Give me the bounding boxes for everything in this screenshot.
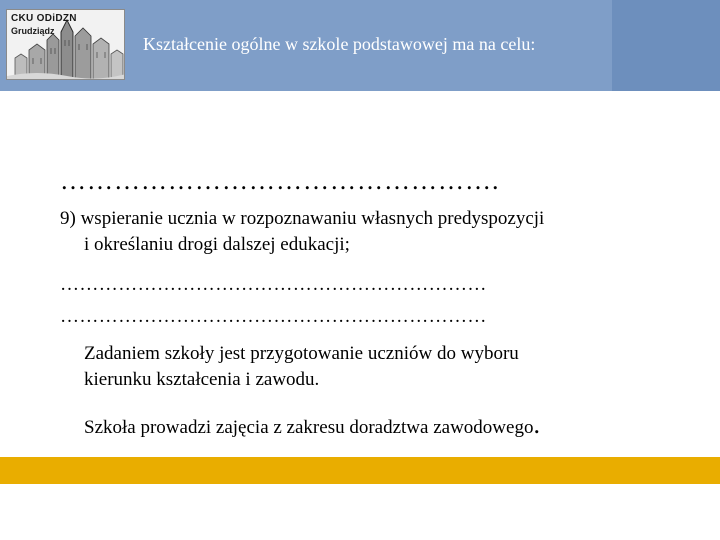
slide-title: Kształcenie ogólne w szkole podstawowej ma na celu: (143, 34, 536, 54)
footer-accent-band (0, 457, 720, 484)
item-9-line1: 9) wspieranie ucznia w rozpoznawaniu własnych predyspozycji (60, 208, 545, 229)
task-line1: Zadaniem szkoły jest przygotowanie uczniów do wyboru (84, 343, 519, 364)
school-line-period: . (533, 410, 540, 439)
item-9-line2: i określaniu drogi dalszej edukacji; (84, 234, 350, 255)
ellipsis-line-top: …………………………………………. (60, 166, 500, 195)
school-line (84, 412, 540, 441)
header-accent-block (612, 0, 720, 91)
cku-logo (6, 9, 125, 80)
ellipsis-line-mid1: ………………………………………………………… (60, 274, 487, 295)
ellipsis-line-mid2: ………………………………………………………… (60, 306, 487, 327)
school-line-text: Szkoła prowadzi zajęcia z zakresu doradztwa zawodowego (84, 417, 534, 438)
logo-city: Grudziądz (11, 26, 55, 36)
task-line2: kierunku kształcenia i zawodu. (84, 369, 320, 390)
logo-title: CKU ODiDZN (11, 13, 77, 24)
